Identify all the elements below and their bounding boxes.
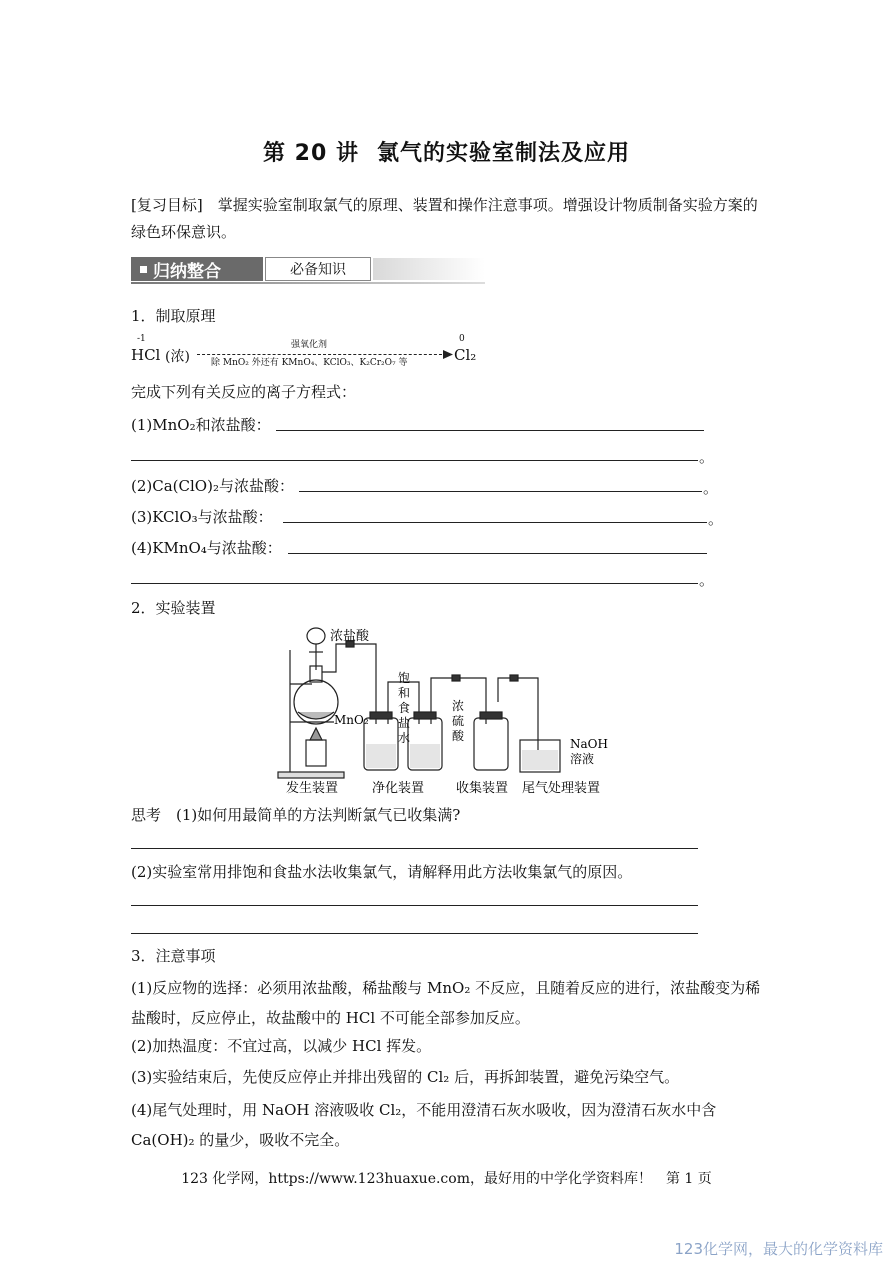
page-footer: 123 化学网，https://www.123huaxue.com，最好用的中学化学资料库！ 第 1 页 <box>181 1171 712 1187</box>
note-3: (3)实验结束后，先使反应停止并排出残留的 Cl₂ 后，再拆卸装置，避免污染空气。 <box>131 1068 680 1086</box>
think-tag: 思考 <box>131 806 162 824</box>
period: 。 <box>699 448 715 466</box>
period: 。 <box>708 510 724 528</box>
watermark: 123化学网，最大的化学资料库 <box>674 1240 883 1258</box>
label-acid: 浓盐酸 <box>330 629 370 644</box>
answer-line <box>131 905 698 906</box>
section2-heading: 2．实验装置 <box>131 599 216 617</box>
ox-state-left: -1 <box>137 334 146 344</box>
caption-purify: 净化装置 <box>372 781 425 796</box>
burner <box>306 740 326 766</box>
page-title <box>0 136 893 167</box>
answer-line <box>288 553 707 554</box>
section-banner <box>131 256 485 283</box>
review-goals <box>131 192 771 246</box>
caption-collect: 收集装置 <box>456 781 509 796</box>
review-tag: [复习目标] <box>131 196 203 214</box>
flame <box>310 728 322 740</box>
arrow-head-icon <box>443 350 453 359</box>
think-q2: (2)实验室常用排饱和食盐水法收集氯气，请解释用此方法收集氯气的原因。 <box>131 863 633 881</box>
apparatus-diagram <box>276 622 616 798</box>
reagent-above: 强氧化剂 <box>291 340 328 350</box>
lecture-topic: 氯气的实验室制法及应用 <box>376 141 630 166</box>
answer-line <box>131 848 698 849</box>
caption-generate: 发生装置 <box>286 781 339 796</box>
review-text: 掌握实验室制取氯气的原理、装置和操作注意事项。增强设计物质制备实验方案的绿色环保意识。 <box>131 196 758 241</box>
reactant-state: (浓) <box>165 349 190 365</box>
label-mno2: MnO₂ <box>334 713 369 727</box>
collect-bottle <box>474 718 508 770</box>
equation-item-4: (4)KMnO₄与浓盐酸： <box>131 539 282 557</box>
note-2: (2)加热温度：不宜过高，以减少 HCl 挥发。 <box>131 1037 432 1055</box>
reactant: HCl <box>131 346 161 364</box>
banner-rule <box>131 282 485 284</box>
answer-line <box>131 933 698 934</box>
lecture-number: 第 20 讲 <box>263 141 359 166</box>
answer-line <box>283 522 707 523</box>
equation-item-3: (3)KClO₃与浓盐酸： <box>131 508 273 526</box>
answer-line <box>131 583 698 584</box>
label-naoh-2: 溶液 <box>570 752 595 766</box>
banner-left <box>131 257 263 281</box>
caption-tail: 尾气处理装置 <box>522 781 601 796</box>
reaction-equation <box>131 334 491 370</box>
section1-heading: 1．制取原理 <box>131 307 216 325</box>
note-1: (1)反应物的选择：必须用浓盐酸，稀盐酸与 MnO₂ 不反应，且随着反应的进行，浓盐酸变为稀盐酸时，反应停止，故盐酸中的 HCl 不可能全部参加反应。 <box>131 979 761 1027</box>
banner-fade <box>373 258 485 280</box>
period: 。 <box>699 571 715 589</box>
label-brine-5: 水 <box>398 731 411 745</box>
stand-base <box>278 772 344 778</box>
banner-right <box>265 257 371 281</box>
label-h2so4-2: 硫 <box>452 714 465 728</box>
banner-left-label: 归纳整合 <box>153 261 221 282</box>
ox-state-right: 0 <box>459 334 465 344</box>
think-q1-text: (1)如何用最简单的方法判断氯气已收集满? <box>176 806 461 824</box>
label-brine-3: 食 <box>398 701 411 715</box>
product: Cl₂ <box>454 346 477 364</box>
funnel-bulb <box>307 628 325 644</box>
section3-heading: 3．注意事项 <box>131 947 216 965</box>
label-naoh-1: NaOH <box>570 737 608 751</box>
equation-item-1: (1)MnO₂和浓盐酸： <box>131 416 271 434</box>
label-brine-1: 饱 <box>398 671 411 685</box>
answer-line <box>299 491 702 492</box>
label-h2so4-1: 浓 <box>452 699 465 713</box>
answer-line <box>276 430 704 431</box>
instruction: 完成下列有关反应的离子方程式： <box>131 383 357 401</box>
equation-item-2: (2)Ca(ClO)₂与浓盐酸： <box>131 477 294 495</box>
label-brine-4: 盐 <box>398 716 411 730</box>
think-q1 <box>131 804 460 825</box>
label-h2so4-3: 酸 <box>452 729 465 743</box>
note-4: (4)尾气处理时，用 NaOH 溶液吸收 Cl₂，不能用澄清石灰水吸收，因为澄清石灰水中含 Ca(OH)₂ 的量少，吸收不完全。 <box>131 1101 717 1149</box>
banner-right-label: 必备知识 <box>290 262 346 278</box>
label-brine-2: 和 <box>398 686 411 700</box>
answer-line <box>131 460 698 461</box>
square-bullet-icon <box>140 266 147 273</box>
reagent-below: 除 MnO₂ 外还有 KMnO₄、KClO₃、K₂Cr₂O₇ 等 <box>211 358 408 368</box>
period: 。 <box>703 479 719 497</box>
tube-4 <box>498 678 538 760</box>
flask-solid <box>298 712 334 719</box>
